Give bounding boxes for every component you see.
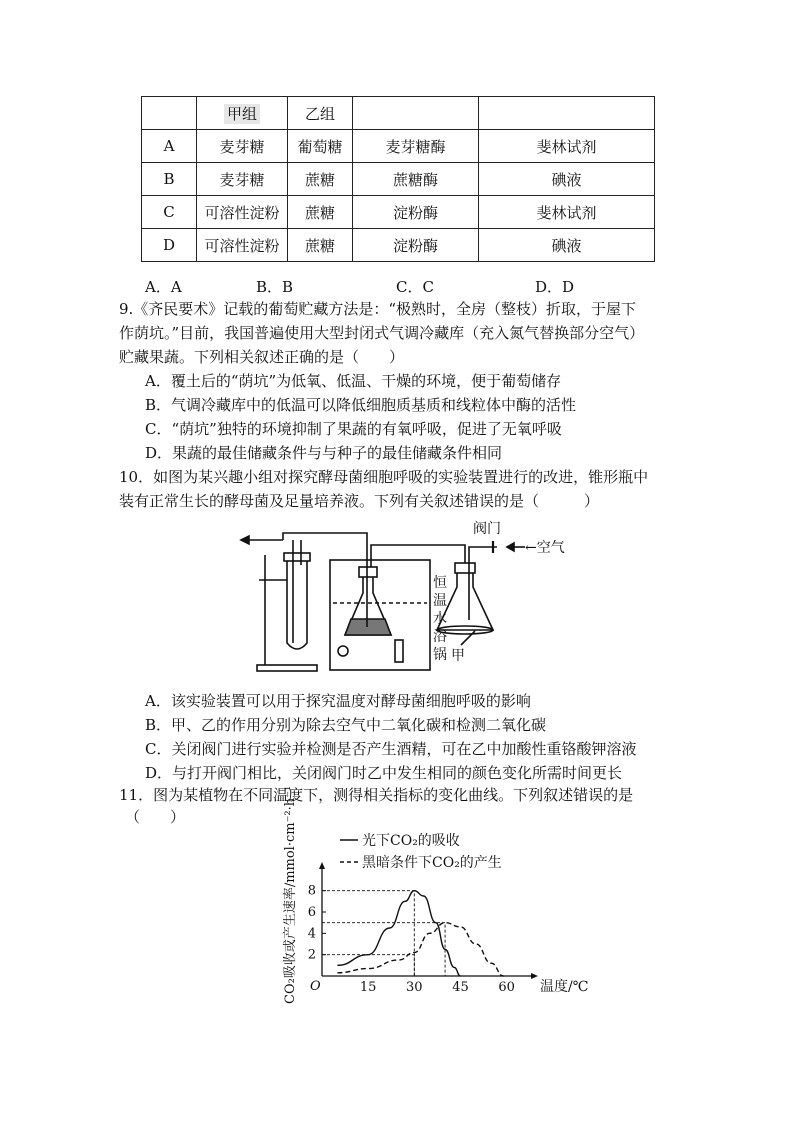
connecting-tube-right (371, 545, 465, 567)
table-cell: 葡萄糖 (288, 130, 353, 163)
table-cell (353, 97, 479, 130)
table-cell: 蔗糖 (288, 196, 353, 229)
x-tick-label: 45 (452, 980, 469, 995)
x-axis-label: 温度/℃ (540, 979, 589, 995)
table-row (142, 196, 655, 229)
table-cell: 麦芽糖 (197, 130, 288, 163)
flask-stopper (359, 567, 377, 577)
series-line-1 (337, 923, 503, 976)
table-cell: 斐林试剂 (479, 130, 655, 163)
y-tick-label: 4 (307, 926, 316, 942)
table-cell: B (142, 163, 197, 196)
air-label: ←空气 (525, 540, 565, 556)
options-table (141, 96, 655, 262)
table-row (142, 130, 655, 163)
q8-choice-d[interactable]: D．D (535, 278, 575, 296)
table-cell: 乙组 (288, 97, 353, 130)
x-tick-label: 30 (406, 980, 423, 995)
water-bath (330, 560, 430, 670)
stand-base (257, 665, 317, 671)
y-tick-label: 6 (307, 905, 316, 920)
bath-indicator (395, 640, 403, 662)
yeast-culture (345, 619, 391, 635)
bath-knob (338, 646, 348, 656)
outlet-arrow-icon (241, 536, 249, 544)
legend-label-0: 光下CO₂的吸收 (362, 833, 460, 849)
chart-legend (340, 832, 502, 871)
table-row (142, 163, 655, 196)
test-tube-stopper (284, 553, 310, 561)
table-cell: 碘液 (479, 229, 655, 262)
q9-stem-line-1: 9.《齐民要术》记载的葡萄贮藏方法是：“极熟时，全房（整枝）折取，于屋下 (119, 300, 636, 318)
table-cell: D (142, 229, 197, 262)
q8-choice-c[interactable]: C．C (396, 278, 434, 296)
reference-line (322, 955, 414, 976)
table-cell: 可溶性淀粉 (197, 229, 288, 262)
bath-label-4: 浴 (433, 629, 447, 645)
table-cell: 碘液 (479, 163, 655, 196)
table-cell: 蔗糖酶 (353, 163, 479, 196)
q10-stem-line-2: 装有正常生长的酵母菌及足量培养液。下列有关叙述错误的是（ ） (119, 492, 600, 510)
reference-line (322, 891, 414, 976)
air-arrowhead-icon (507, 543, 514, 551)
test-tube-yi (287, 560, 307, 649)
q10-stem-line-1: 10．如图为某兴趣小组对探究酵母菌细胞呼吸的实验装置进行的改进，锥形瓶中 (119, 468, 649, 486)
table-cell: 蔗糖 (288, 163, 353, 196)
q10-option-d[interactable]: D．与打开阀门相比，关闭阀门时乙中发生相同的颜色变化所需时间更长 (145, 764, 623, 782)
y-axis-label: CO₂吸收或产生速率/mmol·cm⁻²·h⁻¹ (283, 785, 298, 1004)
q10-option-b[interactable]: B．甲、乙的作用分别为除去空气中二氧化碳和检测二氧化碳 (145, 716, 547, 734)
y-axis-arrow-icon (319, 862, 325, 869)
q11-stem-line-1: 11．图为某植物在不同温度下，测得相关指标的变化曲线。下列叙述错误的是 (119, 786, 634, 804)
x-tick-label: 15 (359, 980, 377, 995)
table-cell: 蔗糖 (288, 229, 353, 262)
table-cell: C (142, 196, 197, 229)
table-header-row (142, 97, 655, 130)
x-tick-label: 60 (498, 980, 515, 995)
bath-label-5: 锅 (433, 647, 447, 663)
table-cell (479, 97, 655, 130)
q10-option-c[interactable]: C．关闭阀门进行实验并检测是否产生酒精，可在乙中加酸性重铬酸钾溶液 (145, 740, 637, 758)
bath-label-2: 温 (433, 593, 447, 609)
table-cell: 麦芽糖酶 (353, 130, 479, 163)
header-group-jia: 甲组 (224, 104, 260, 124)
q11-stem-line-2: （ ） (125, 808, 186, 826)
flask-jia-stopper (455, 563, 475, 573)
q9-stem-line-2: 作荫坑。”目前，我国普遍使用大型封闭式气调冷藏库（充入氮气替换部分空气） (119, 324, 645, 342)
table-cell (142, 97, 197, 130)
table-cell: 斐林试剂 (479, 196, 655, 229)
legend-label-1: 黑暗条件下CO₂的产生 (362, 855, 502, 871)
series-line-0 (337, 891, 460, 976)
table-cell: 淀粉酶 (353, 196, 479, 229)
q8-choice-b[interactable]: B．B (256, 278, 294, 296)
valve-label: 阀门 (473, 521, 501, 537)
jia-label: 甲 (451, 648, 465, 664)
table-cell: 麦芽糖 (197, 163, 288, 196)
table-cell: 可溶性淀粉 (197, 196, 288, 229)
q9-option-c[interactable]: C．“荫坑”独特的环境抑制了果蔬的有氧呼吸，促进了无氧呼吸 (145, 420, 562, 438)
bath-label-1: 恒 (433, 575, 447, 591)
table-row (142, 229, 655, 262)
y-tick-label: 8 (307, 883, 316, 899)
q9-option-a[interactable]: A．覆土后的“荫坑”为低氧、低温、干燥的环境，便于葡萄储存 (145, 372, 562, 390)
table-cell: A (142, 130, 197, 163)
table-cell: 淀粉酶 (353, 229, 479, 262)
q9-stem-line-3: 贮藏果蔬。下列相关叙述正确的是（ ） (119, 348, 405, 366)
q9-option-d[interactable]: D．果蔬的最佳储藏条件与与种子的最佳储藏条件相同 (145, 444, 503, 462)
apparatus-figure (235, 515, 575, 675)
q10-option-a[interactable]: A．该实验装置可以用于探究温度对酵母菌细胞呼吸的影响 (145, 692, 531, 710)
bath-label-3: 水 (433, 611, 447, 627)
connecting-tube-left (283, 533, 367, 567)
origin-label: O (310, 979, 321, 994)
x-axis-arrow-icon (531, 973, 538, 979)
q9-option-b[interactable]: B．气调冷藏库中的低温可以降低细胞质基质和线粒体中酶的活性 (145, 396, 577, 414)
table-cell (197, 97, 288, 130)
jia-pointer (461, 631, 475, 645)
y-tick-label: 2 (307, 947, 316, 963)
q8-choice-a[interactable]: A．A (145, 278, 182, 296)
